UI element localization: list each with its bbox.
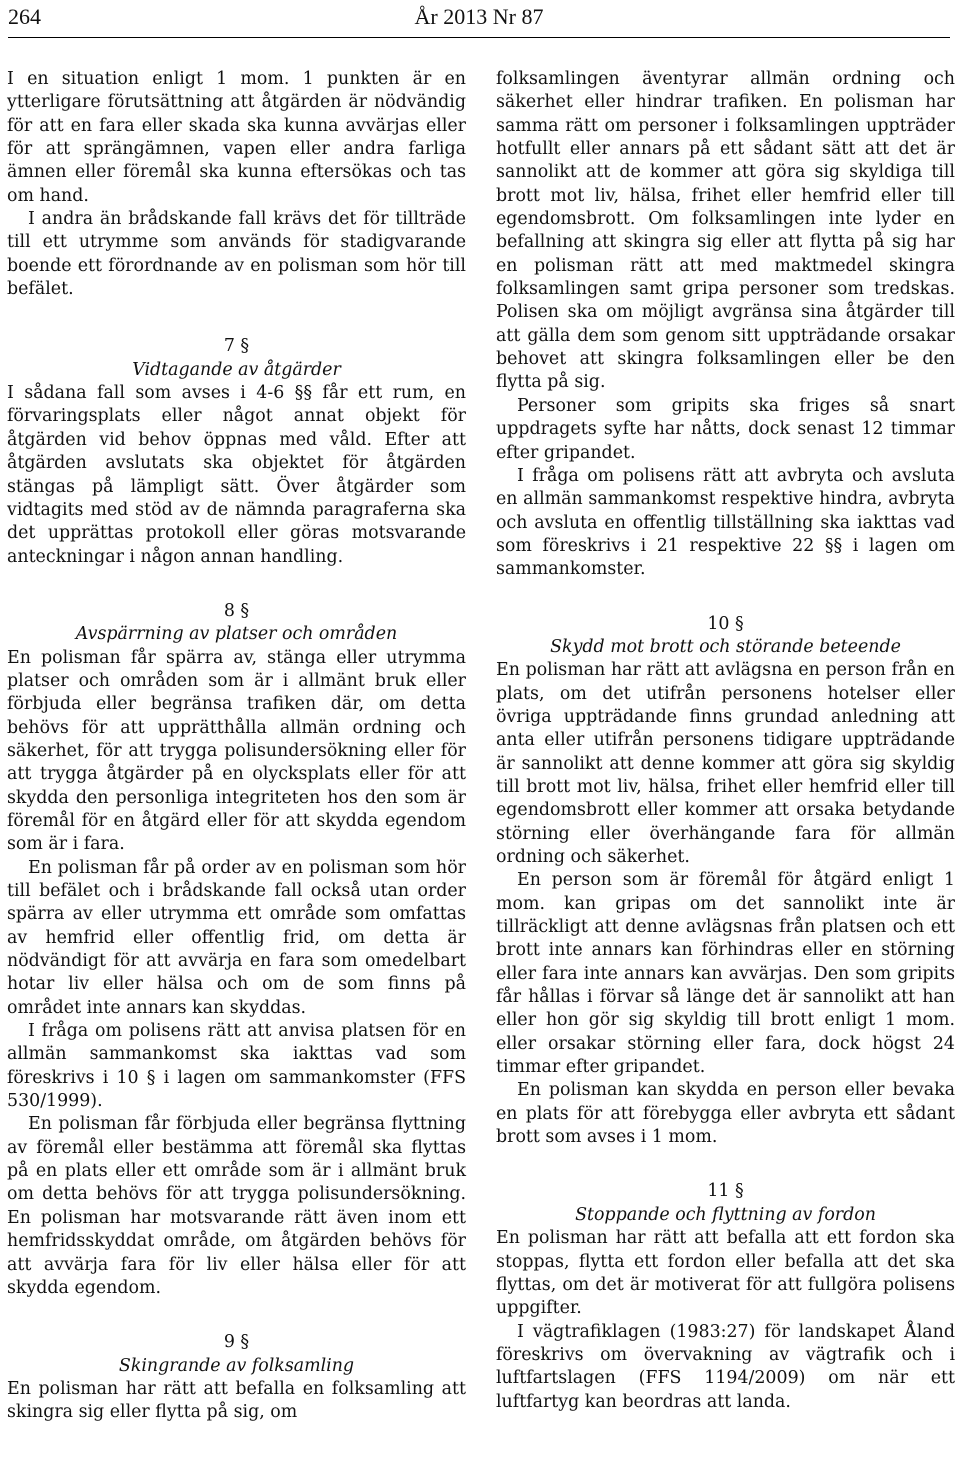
paragraph: En polisman har rätt att befalla en folksamling att skingra sig eller flytta på sig, om [7, 1378, 466, 1423]
section-number-9: 9 § [223, 1332, 250, 1353]
section-number-10: 10 § [707, 613, 744, 634]
paragraph: I vägtrafiklagen (1983:27) för landskapet Åland föreskrivs om övervakning av vägtrafik och i luftfartslagen (FFS 1194/2009) om när ett luftfartyg kan beordras att landa. [496, 1321, 955, 1412]
page-header [8, 4, 950, 34]
page-number: 264 [8, 4, 41, 29]
section-number-8: 8 § [223, 600, 250, 621]
paragraph: En polisman får förbjuda eller begränsa flyttning av föremål eller bestämma att föremål ska flyttas på en plats eller ett område som är i allmänt bruk om detta behövs för att trygga polisundersökning. En polisman har motsvarande rätt även inom ett hemfridsskyddat område, om åtgärden behövs för att avvärja fara för liv eller hälsa eller för att skydda egendom. [7, 1114, 466, 1298]
section-title-7: Vidtagande av åtgärder [132, 359, 341, 380]
paragraph: I andra än brådskande fall krävs det för tillträde till ett utrymme som används för stadigvarande boende ett förordnande av en polisman som hör till befälet. [7, 209, 466, 300]
paragraph: En polisman får spärra av, stänga eller utrymma platser och områden som är i allmänt bruk eller förbjuda eller begränsa trafiken där, om detta behövs för att upprätthålla allmän ordning och säkerhet, för att trygga polisundersökning eller för att trygga åtgärder på en olycksplats eller för att skydda den personliga integriteten hos den som är föremål för en åtgärd eller för att skydda egendom som är i fara. [7, 647, 466, 855]
section-title-10: Skydd mot brott och störande beteende [550, 636, 901, 657]
header-rule [8, 37, 950, 38]
left-column [7, 68, 466, 1425]
section-number-7: 7 § [223, 336, 250, 357]
running-title: År 2013 Nr 87 [414, 4, 544, 29]
paragraph: I sådana fall som avses i 4-6 §§ får ett rum, en förvaringsplats eller något annat objekt för åtgärden vid behov öppnas med våld. Efter att åtgärden avslutats ska objektet för åtgärden stängas på lämpligt sätt. Över åtgärder som vidtagits med stöd av de nämnda paragraferna ska det upprättas protokoll eller göras motsvarande anteckningar i någon annan handling. [7, 383, 466, 567]
paragraph: En polisman får på order av en polisman som hör till befälet och i brådskande fall också utan order spärra av eller utrymma ett område som omfattas av hemfrid eller offentlig frid, om detta är nödvändigt för att avvärja en fara som omedelbart hotar liv eller hälsa och om de som finns på området inte annars kan skyddas. [7, 857, 466, 1018]
paragraph: Personer som gripits ska friges så snart uppdragets syfte har nåtts, dock senast 12 timmar efter gripandet. [496, 395, 955, 463]
paragraph: En polisman kan skydda en person eller bevaka en plats för att förebygga eller avbryta ett sådant brott som avses i 1 mom. [496, 1080, 955, 1148]
paragraph: En person som är föremål för åtgärd enligt 1 mom. kan gripas om det sannolikt inte är tillräckligt att denne avlägsnas från platsen och ett brott inte annars kan förhindras eller en störning eller fara inte annars kan avvärjas. Den som gripits får hållas i förvar så länge det är sannolikt att han eller hon gör sig skyldig till brott enligt 1 mom. eller orsakar störning eller fara, dock högst 24 timmar efter gripandet. [496, 870, 955, 1078]
section-title-8: Avspärrning av platser och områden [75, 624, 398, 645]
section-title-9: Skingrande av folksamling [118, 1355, 355, 1376]
section-title-11: Stoppande och flyttning av fordon [575, 1204, 876, 1225]
right-column [496, 68, 955, 1414]
paragraph: I fråga om polisens rätt att anvisa platsen för en allmän sammankomst ska iakttas vad som föreskrivs i 10 § i lagen om sammankomster (FFS 530/1999). [7, 1021, 466, 1112]
paragraph: I en situation enligt 1 mom. 1 punkten är en ytterligare förutsättning att åtgärden är nödvändig för att en fara eller skada ska kunna avvärjas eller för att sprängämnen, vapen eller andra farliga ämnen eller föremål ska kunna eftersökas och tas om hand. [7, 69, 466, 206]
paragraph: En polisman har rätt att avlägsna en person från en plats, om det utifrån personens hotelser eller övriga uppträdande finns grundad anledning att anta eller utifrån personens tidigare uppträdande är sannolikt att denne kommer att göra sig skyldig till brott mot liv, hälsa, frihet eller hemfrid eller till egendomsbrott eller kommer att orsaka betydande störning eller överhängande fara för allmän ordning och säkerhet. [496, 660, 955, 867]
paragraph: I fråga om polisens rätt att avbryta och avsluta en allmän sammankomst respektive hindra, avbryta och avsluta en offentlig tillställning ska iakttas vad som föreskrivs i 21 respektive 22 §§ i lagen om sammankomster. [496, 465, 955, 580]
section-number-11: 11 § [707, 1181, 744, 1202]
paragraph: folksamlingen äventyrar allmän ordning och säkerhet eller hindrar trafiken. En polisman har samma rätt om personer i folksamlingen uppträder hotfullt eller annars på ett sådant sätt att det är sannolikt att de kommer att göra sig skyldiga till brott mot liv, hälsa, frihet eller hemfrid eller till egendomsbrott. Om folksamlingen inte lyder en befallning att skingra sig eller att flytta på sig har en polisman rätt att med maktmedel skingra folksamlingen samt gripa personer som tredskas. Polisen ska om möjligt avgränsa sina åtgärder till att gälla dem som genom sitt uppträdande orsakar behovet att skingra folksamlingen eller be den flytta på sig. [496, 69, 955, 393]
paragraph: En polisman har rätt att befalla att ett fordon ska stoppas, flytta ett fordon eller befalla att det ska flyttas, om det är motiverat för att fullgöra polisens uppgifter. [496, 1228, 955, 1319]
